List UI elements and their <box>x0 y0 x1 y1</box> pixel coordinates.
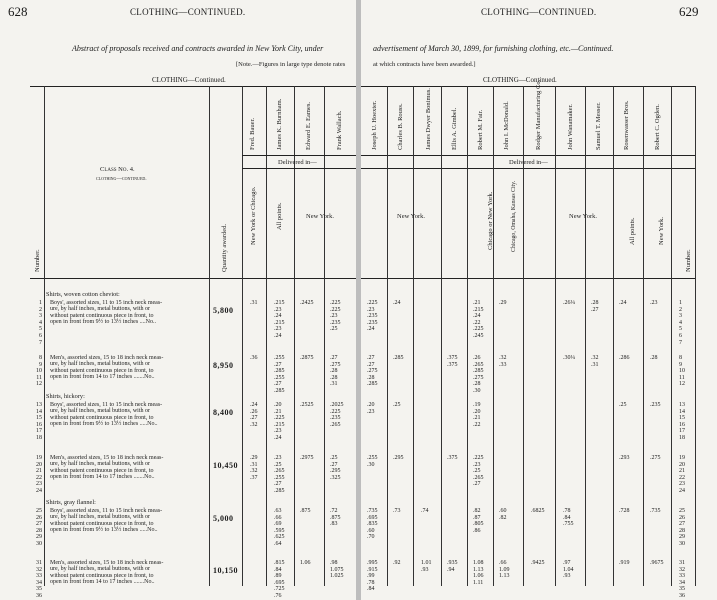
quantity-awarded: 8,400 <box>213 408 234 417</box>
item-description: Boys', assorted sizes, 11 to 15 inch neck meas- ure, by half inches, metal buttons, with or without patent continuous piece in front, to open in front from 9½ to 13½ inches ....No.. <box>50 300 163 326</box>
col-new-york-right-a: New York. <box>397 213 425 220</box>
item-description: Men's, assorted sizes, 15 to 18 inch neck meas- ure, by half inches, metal buttons, with or without patent continuous piece in front, to open in front from 14 to 17 inches .......No.. <box>50 355 164 381</box>
bid-hoexter: .27 .27 .275 .28 .285 <box>367 355 378 388</box>
class-sub: clothing—continued. <box>96 176 147 182</box>
bid-ogden: .235 <box>650 402 661 408</box>
bid-burnham: .20 .21 .225 .215 .23 .24 <box>274 402 285 441</box>
bid-mcdonald: .32 .33 <box>499 355 507 368</box>
col-all-points-right: All points. <box>629 217 636 245</box>
bid-bauer: .24 .26 .27 .32 <box>250 402 258 428</box>
bid-hoexter: .735 .695 .835 .60 .70 <box>367 508 378 541</box>
bid-rosenwasser: .25 <box>619 402 627 408</box>
bid-bauer: .36 <box>250 355 258 361</box>
bid-ogden: .275 <box>650 455 661 461</box>
bidder-eames: Edward E. Eames. <box>305 101 312 150</box>
column-rule <box>695 86 696 586</box>
bid-wallach: .27 .275 .28 .28 .31 <box>330 355 341 388</box>
row-numbers: 13 14 15 16 17 18 <box>36 402 42 441</box>
bid-eames: .2525 <box>300 402 314 408</box>
row-numbers-right: 31 32 33 34 35 36 <box>679 560 685 599</box>
bid-bonimus: 1.01 .93 <box>421 560 432 573</box>
col-chicago-ny: Chicago or New York. <box>487 191 494 250</box>
bid-hoexter: .20 .23 <box>367 402 375 415</box>
quantity-awarded: 10,450 <box>213 461 238 470</box>
subhead-right: CLOTHING—Continued. <box>483 76 557 84</box>
column-rule <box>493 86 494 586</box>
bid-burnham: .815 .84 .89 .695 .725 .76 <box>274 560 285 599</box>
bid-mcdonald: .66 1.09 1.13 <box>499 560 510 580</box>
bid-wanamaker: .97 1.04 .93 <box>563 560 574 580</box>
bid-hoexter: .225 .23 .235 .235 .24 <box>367 300 378 333</box>
bidder-wanamaker: John Wanamaker. <box>567 104 574 150</box>
bidder-rodger: Rodger Manufacturing Co. <box>535 79 542 150</box>
bidder-fair: Robert M. Fair. <box>477 109 484 150</box>
bid-eames: .2975 <box>300 455 314 461</box>
bid-ogden: .28 <box>650 355 658 361</box>
right-page <box>361 0 717 600</box>
quantity-awarded: 5,800 <box>213 306 234 315</box>
bid-fair: 1.08 1.13 1.06 1.11 <box>473 560 484 586</box>
quantity-awarded: 5,000 <box>213 514 234 523</box>
column-rule <box>441 86 442 586</box>
row-numbers: 1 2 3 4 5 6 7 <box>39 300 42 346</box>
row-numbers: 25 26 27 28 29 30 <box>36 508 42 547</box>
bid-rodger: .9425 <box>531 560 545 566</box>
item-description: Men's, assorted sizes, 15 to 18 inch neck meas- ure, by half inches, metal buttons, with or without patent continuous piece in front, to open in front from 14 to 17 inches .......No.. <box>50 455 164 481</box>
quantity-header: Quantity awarded. <box>221 223 228 272</box>
bid-fair: .225 .23 .25 .265 .27 <box>473 455 484 488</box>
bidder-rosenwasser: Rosenwasser Bros. <box>623 100 630 150</box>
number-header-right: Number. <box>685 249 692 272</box>
bid-rouss: .73 <box>393 508 401 514</box>
bid-hoexter: .995 .915 .99 .78 .84 <box>367 560 378 593</box>
bidder-bonimus: James Dwyer Bonimus. <box>425 88 432 150</box>
col-all-points-left: All points. <box>276 202 283 230</box>
bid-ogden: .735 <box>650 508 661 514</box>
bid-rouss: .92 <box>393 560 401 566</box>
abstract-left: Abstract of proposals received and contracts awarded in New York City, under <box>72 44 324 53</box>
note-right: at which contracts have been awarded.] <box>373 61 476 68</box>
running-head-left: CLOTHING—CONTINUED. <box>130 7 246 17</box>
bid-ogden: .9675 <box>650 560 664 566</box>
column-rule <box>613 86 614 586</box>
bid-fair: .26 .265 .285 .275 .28 .30 <box>473 355 484 394</box>
class-label: Class No. 4. <box>100 166 135 173</box>
bid-hoexter: .255 .30 <box>367 455 378 468</box>
column-rule <box>413 86 414 586</box>
column-rule <box>585 86 586 586</box>
bid-burnham: .255 .27 .285 .255 .27 .285 <box>274 355 285 394</box>
group-heading: Shirts, hickory: <box>46 393 85 400</box>
bid-gimbel: .375 .375 <box>447 355 458 368</box>
bid-eames: 1.06 <box>300 560 311 566</box>
col-new-york-left: New York. <box>306 213 334 220</box>
row-numbers-right: 13 14 15 16 17 18 <box>679 402 685 441</box>
bid-bauer: .31 <box>250 300 258 306</box>
bidder-bauer: Fred. Bauer. <box>249 118 256 150</box>
bid-wanamaker: .78 .84 .755 <box>563 508 574 528</box>
bid-burnham: .63 .66 .69 .595 .625 .64 <box>274 508 285 547</box>
col-chicago-omaha: Chicago, Omaha, Kansas City. <box>511 180 517 252</box>
bid-eames: .2875 <box>300 355 314 361</box>
column-rule <box>555 86 556 586</box>
group-heading: Shirts, gray flannel: <box>46 499 96 506</box>
bidder-mcdonald: John I. McDonald. <box>503 101 510 150</box>
bid-rouss: .295 <box>393 455 404 461</box>
delivered-in-left: Delivered in— <box>278 159 317 166</box>
abstract-right: advertisement of March 30, 1899, for furnishing clothing, etc.—Continued. <box>373 44 614 53</box>
bidder-rouss: Charles B. Rouss. <box>397 103 404 150</box>
quantity-awarded: 10,150 <box>213 566 238 575</box>
bid-eames: .875 <box>300 508 311 514</box>
note-left: [Note.—Figures in large type denote rates <box>236 61 346 68</box>
bid-rouss: .25 <box>393 402 401 408</box>
bid-bauer: .29 .31 .32 .37 <box>250 455 258 481</box>
bid-mcdonald: .60 .82 <box>499 508 507 521</box>
row-numbers: 8 9 10 11 12 <box>36 355 42 388</box>
bid-rosenwasser: .728 <box>619 508 630 514</box>
subhead-left: CLOTHING—Continued. <box>152 76 226 84</box>
bid-fair: .19 .20 .21 .22 <box>473 402 481 428</box>
bid-mcdonald: .29 <box>499 300 507 306</box>
left-page <box>0 0 356 600</box>
bidder-messer: Samuel T. Messer. <box>595 102 602 150</box>
group-heading: Shirts, woven cotton cheviot: <box>46 291 120 298</box>
row-numbers: 19 20 21 22 23 24 <box>36 455 42 494</box>
running-head-right: CLOTHING—CONTINUED. <box>481 7 597 17</box>
bid-wallach: .72 .875 .83 <box>330 508 341 528</box>
bid-messer: .32 .31 <box>591 355 599 368</box>
quantity-awarded: 8,950 <box>213 361 234 370</box>
bid-wallach: .2025 .225 .235 .265 <box>330 402 344 428</box>
col-new-york-right-c: New York. <box>658 217 665 245</box>
bid-fair: .21 .215 .24 .22 .225 .245 <box>473 300 484 339</box>
bid-messer: .28 .27 <box>591 300 599 313</box>
bid-burnham: .23 .25 .265 .255 .27 .285 <box>274 455 285 494</box>
col-new-york-right-b: New York. <box>569 213 597 220</box>
bid-wallach: .25 .27 .295 .325 <box>330 455 341 481</box>
column-rule <box>467 86 468 586</box>
column-rule <box>643 86 644 586</box>
bid-wallach: .225 .225 .23 .235 .25 <box>330 300 341 333</box>
item-description: Boys', assorted sizes, 11 to 15 inch neck meas- ure, by half inches, metal buttons, with or without patent continuous piece in front, to open in front from 9½ to 13½ inches .....No.. <box>50 508 163 534</box>
bid-fair: .82 .87 .805 .86 <box>473 508 484 534</box>
bid-rouss: .24 <box>393 300 401 306</box>
bid-wanamaker: .26¼ <box>563 300 575 306</box>
bid-rosenwasser: .293 <box>619 455 630 461</box>
bidder-hoexter: Joseph U. Hoexter. <box>371 100 378 150</box>
item-description: Boys', assorted sizes, 11 to 15 inch neck meas- ure, by half inches, metal buttons, with or without patent continuous piece in front, to open in front from 9½ to 13½ inches .....No.. <box>50 402 163 428</box>
bid-rosenwasser: .919 <box>619 560 630 566</box>
bidder-gimbel: Ellis A. Gimbel. <box>451 107 458 150</box>
bidder-burnham: James K. Burnham. <box>276 98 283 150</box>
bid-bonimus: .74 <box>421 508 429 514</box>
row-numbers-right: 19 20 21 22 23 24 <box>679 455 685 494</box>
column-rule <box>387 86 388 586</box>
bid-eames: .2425 <box>300 300 314 306</box>
row-numbers-right: 8 9 10 11 12 <box>679 355 685 388</box>
bidder-ogden: Robert C. Ogden. <box>654 104 661 150</box>
bid-rosenwasser: .24 <box>619 300 627 306</box>
column-rule <box>671 86 672 586</box>
bid-rouss: .285 <box>393 355 404 361</box>
bid-burnham: .215 .23 .24 .215 .23 .24 <box>274 300 285 339</box>
page-number-left: 628 <box>8 4 28 19</box>
bid-wanamaker: .30¼ <box>563 355 575 361</box>
bid-gimbel: .935 .94 <box>447 560 458 573</box>
bid-wallach: .98 1.075 1.025 <box>330 560 344 580</box>
bid-ogden: .23 <box>650 300 658 306</box>
item-description: Men's, assorted sizes, 15 to 18 inch neck meas- ure, by half inches, metal buttons, with or without patent continuous piece in front, to open in front from 14 to 17 inches .......No.. <box>50 560 164 586</box>
row-numbers-right: 1 2 3 4 5 6 7 <box>679 300 682 346</box>
col-ny-chicago: New York or Chicago. <box>250 186 257 245</box>
delivered-in-right: Delivered in— <box>509 159 548 166</box>
row-numbers: 31 32 33 34 35 36 <box>36 560 42 599</box>
bidder-wallach: Frank Wallach. <box>336 110 343 150</box>
page-number-right: 629 <box>679 4 699 19</box>
bid-rodger: .6825 <box>531 508 545 514</box>
number-header: Number. <box>34 249 41 272</box>
bid-rosenwasser: .286 <box>619 355 630 361</box>
bid-gimbel: .375 <box>447 455 458 461</box>
row-numbers-right: 25 26 27 28 29 30 <box>679 508 685 547</box>
